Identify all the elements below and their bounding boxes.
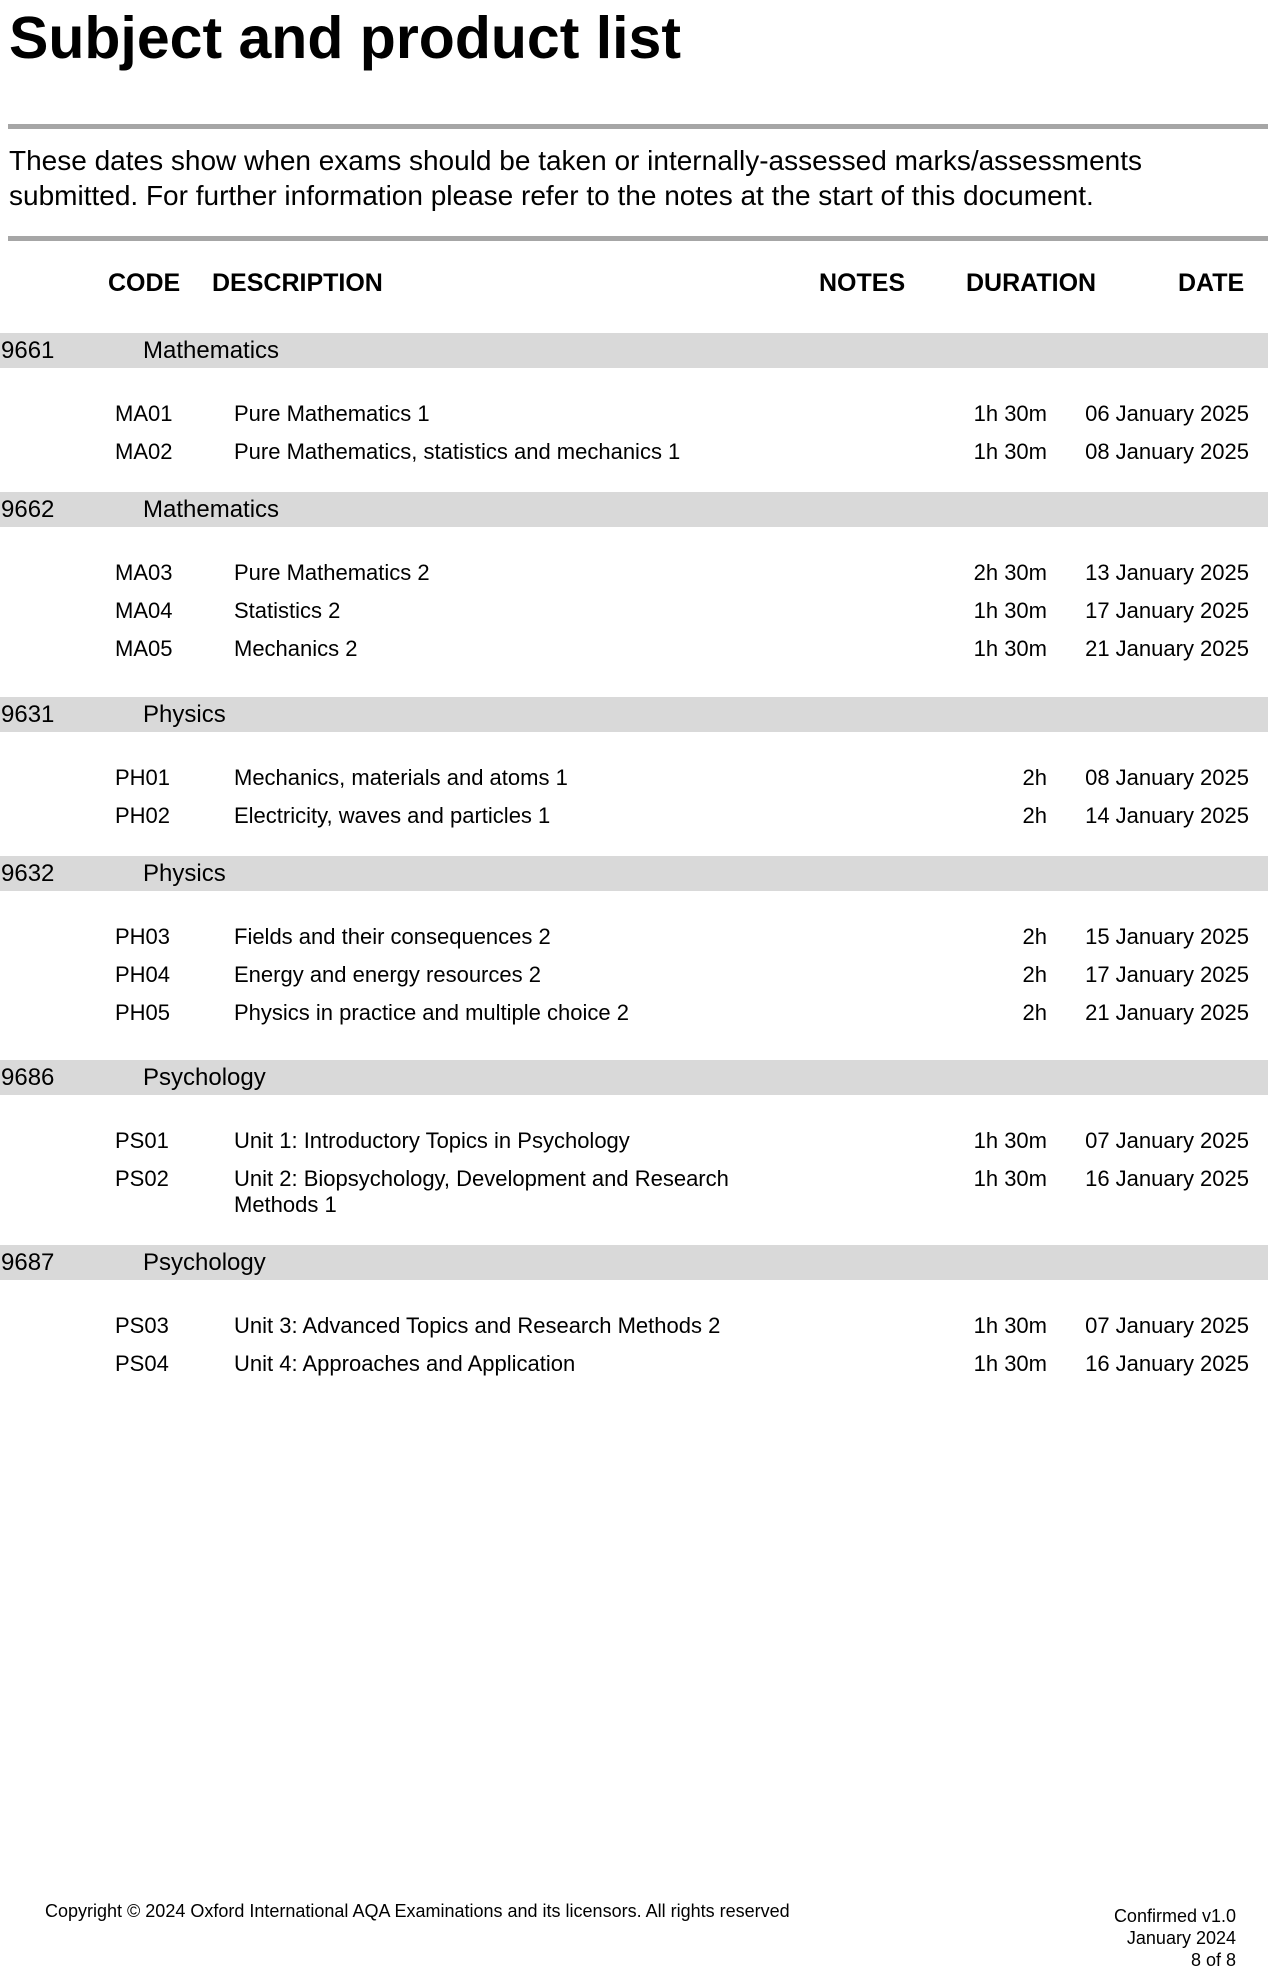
issue-date: January 2024 — [1126, 1928, 1236, 1948]
component-description: Mechanics, materials and atoms 1 — [234, 765, 568, 790]
subject-group-9631 — [0, 697, 1268, 841]
component-date: 15 January 2025 — [1085, 924, 1249, 949]
subject-name: Mathematics — [143, 496, 280, 523]
component-date: 17 January 2025 — [1085, 962, 1249, 987]
component-code: PH05 — [115, 1000, 171, 1025]
component-date: 21 January 2025 — [1085, 1000, 1249, 1025]
component-code: PH04 — [115, 962, 171, 987]
component-description: Unit 3: Advanced Topics and Research Methods 2 — [234, 1313, 721, 1338]
top-divider — [8, 124, 1268, 129]
subject-group-9686 — [0, 1060, 1268, 1218]
component-code: MA02 — [115, 439, 173, 464]
column-header-date: DATE — [1178, 269, 1245, 297]
component-row — [0, 636, 1268, 674]
subject-band — [0, 492, 1268, 527]
component-description: Pure Mathematics, statistics and mechanics 1 — [234, 439, 681, 464]
component-code: PH01 — [115, 765, 171, 790]
component-list — [0, 527, 1268, 674]
component-description: Mechanics 2 — [234, 636, 358, 661]
subject-code: 9687 — [1, 1249, 55, 1276]
component-row — [0, 924, 1268, 962]
component-row — [0, 803, 1268, 841]
subject-band — [0, 1245, 1268, 1280]
component-row — [0, 1000, 1268, 1038]
component-date: 13 January 2025 — [1085, 560, 1249, 585]
component-code: PS02 — [115, 1166, 169, 1191]
component-date: 21 January 2025 — [1085, 636, 1249, 661]
subject-code: 9631 — [1, 701, 55, 728]
component-duration: 1h 30m — [973, 1351, 1047, 1376]
component-list — [0, 732, 1268, 841]
copyright-notice: Copyright © 2024 Oxford International AQA Examinations and its licensors. All rights reserved — [45, 1901, 790, 1921]
component-list — [0, 368, 1268, 477]
component-list — [0, 891, 1268, 1038]
subject-name: Physics — [143, 701, 226, 728]
column-header-description: DESCRIPTION — [212, 269, 383, 297]
component-code: MA01 — [115, 401, 173, 426]
component-row — [0, 1351, 1268, 1389]
component-duration: 1h 30m — [973, 1313, 1047, 1338]
column-header-duration: DURATION — [966, 269, 1097, 297]
component-description: Physics in practice and multiple choice 2 — [234, 1000, 629, 1025]
component-duration: 2h — [1022, 765, 1047, 790]
component-date: 07 January 2025 — [1085, 1128, 1249, 1153]
document-status: Confirmed v1.0 — [1113, 1906, 1236, 1926]
component-description: Unit 2: Biopsychology, Development and Research Methods 1 — [234, 1166, 729, 1217]
subject-band — [0, 333, 1268, 368]
component-list — [0, 1280, 1268, 1389]
component-description: Statistics 2 — [234, 598, 341, 623]
component-code: MA03 — [115, 560, 173, 585]
component-date: 08 January 2025 — [1085, 765, 1249, 790]
subject-group-9662 — [0, 492, 1268, 674]
component-row — [0, 560, 1268, 598]
subject-group-9687 — [0, 1245, 1268, 1389]
component-duration: 2h — [1022, 962, 1047, 987]
subject-code: 9686 — [1, 1064, 55, 1091]
subject-group-9632 — [0, 856, 1268, 1038]
component-date: 16 January 2025 — [1085, 1166, 1249, 1191]
document-status-block — [1114, 1905, 1236, 1971]
subject-code: 9661 — [1, 337, 55, 364]
subject-name: Psychology — [143, 1249, 266, 1276]
component-duration: 1h 30m — [973, 439, 1047, 464]
component-description: Fields and their consequences 2 — [234, 924, 551, 949]
component-date: 17 January 2025 — [1085, 598, 1249, 623]
component-row — [0, 401, 1268, 439]
component-duration: 1h 30m — [973, 598, 1047, 623]
component-description: Energy and energy resources 2 — [234, 962, 541, 987]
component-description: Electricity, waves and particles 1 — [234, 803, 551, 828]
component-code: MA04 — [115, 598, 173, 623]
component-description: Pure Mathematics 2 — [234, 560, 430, 585]
component-description: Unit 4: Approaches and Application — [234, 1351, 576, 1376]
component-duration: 1h 30m — [973, 401, 1047, 426]
component-code: PS01 — [115, 1128, 169, 1153]
component-code: PH03 — [115, 924, 171, 949]
component-description: Unit 1: Introductory Topics in Psychology — [234, 1128, 630, 1153]
intro-divider — [8, 236, 1268, 241]
component-date: 07 January 2025 — [1085, 1313, 1249, 1338]
subject-band — [0, 697, 1268, 732]
component-code: PS03 — [115, 1313, 169, 1338]
component-row — [0, 1128, 1268, 1166]
component-row — [0, 598, 1268, 636]
component-row — [0, 439, 1268, 477]
component-date: 08 January 2025 — [1085, 439, 1249, 464]
subject-band — [0, 1060, 1268, 1095]
component-duration: 2h — [1022, 803, 1047, 828]
subject-code: 9632 — [1, 860, 55, 887]
component-row — [0, 962, 1268, 1000]
component-code: PS04 — [115, 1351, 169, 1376]
component-code: PH02 — [115, 803, 171, 828]
component-duration: 1h 30m — [973, 636, 1047, 661]
component-code: MA05 — [115, 636, 173, 661]
page-number: 8 of 8 — [1190, 1950, 1236, 1970]
component-row — [0, 1313, 1268, 1351]
component-duration: 1h 30m — [973, 1166, 1047, 1191]
component-list — [0, 1095, 1268, 1218]
component-duration: 1h 30m — [973, 1128, 1047, 1153]
subject-name: Physics — [143, 860, 226, 887]
subject-band — [0, 856, 1268, 891]
component-duration: 2h 30m — [973, 560, 1047, 585]
component-row — [0, 765, 1268, 803]
page-title: Subject and product list — [9, 5, 681, 71]
column-header-notes: NOTES — [819, 269, 906, 297]
component-duration: 2h — [1022, 1000, 1047, 1025]
column-header-code: CODE — [108, 269, 181, 297]
component-duration: 2h — [1022, 924, 1047, 949]
component-row — [0, 1166, 1268, 1218]
subject-name: Mathematics — [143, 337, 280, 364]
subject-name: Psychology — [143, 1064, 266, 1091]
component-date: 06 January 2025 — [1085, 401, 1249, 426]
component-date: 14 January 2025 — [1085, 803, 1249, 828]
intro-text: These dates show when exams should be taken or internally-assessed marks/assessments submitted. For further information please refer to the notes at the start of this document. — [9, 145, 1142, 211]
component-date: 16 January 2025 — [1085, 1351, 1249, 1376]
subject-code: 9662 — [1, 496, 55, 523]
component-description: Pure Mathematics 1 — [234, 401, 430, 426]
subject-group-9661 — [0, 333, 1268, 477]
